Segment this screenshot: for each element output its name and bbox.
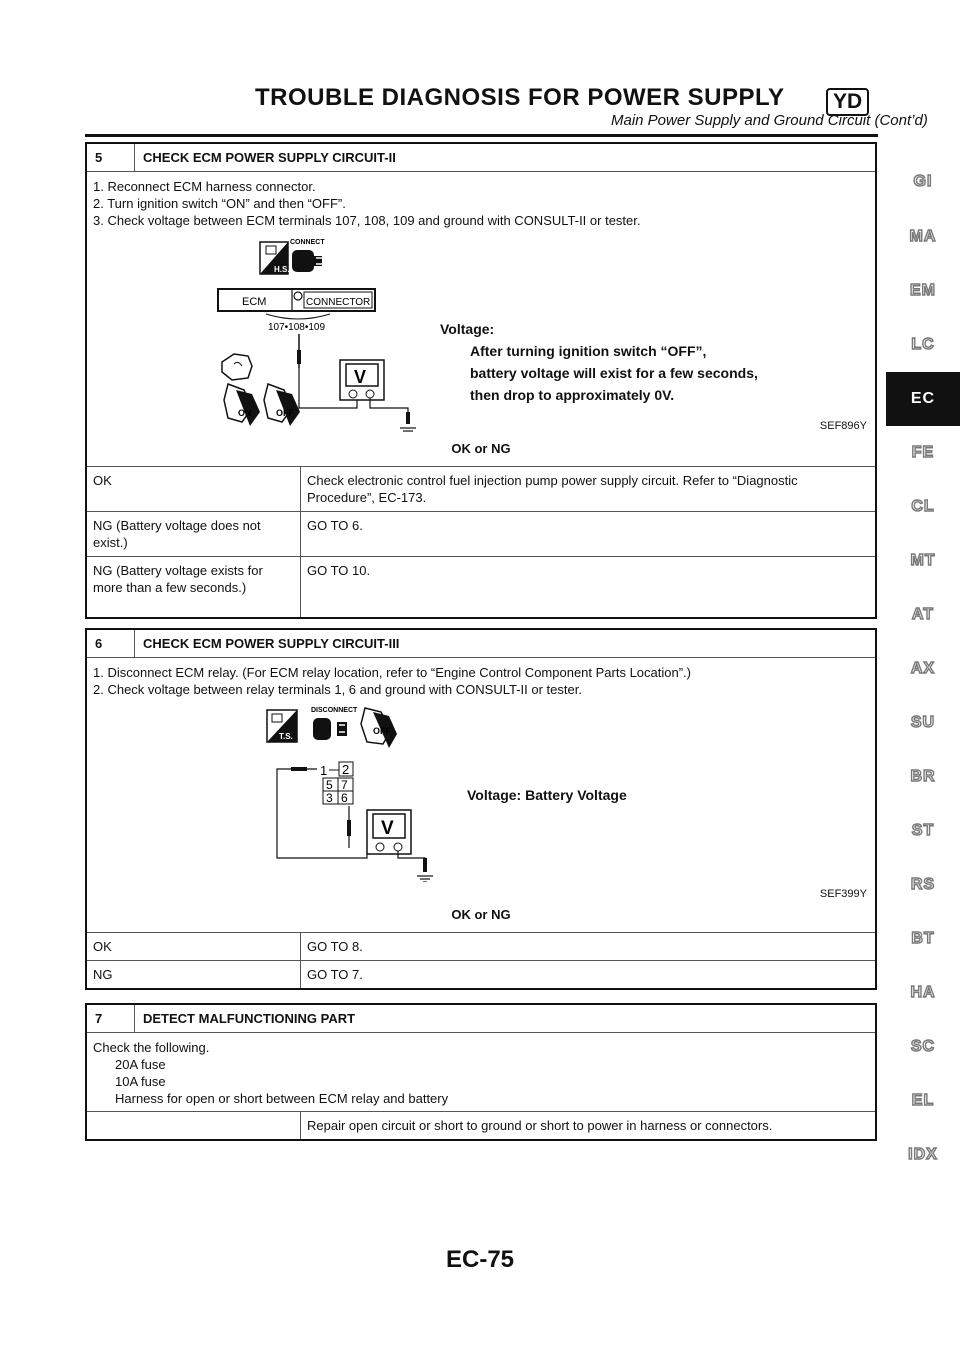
terminals-label: 107•108•109 (268, 322, 326, 333)
model-badge: YD (826, 88, 869, 116)
step7-body (87, 1033, 875, 1112)
header-rule (85, 134, 878, 137)
tab-el[interactable]: EL (911, 1092, 935, 1109)
pin-label: 6 (341, 791, 348, 805)
step7-title-row (87, 1005, 875, 1033)
tab-gi[interactable]: GI (913, 173, 933, 190)
result-condition: OK (87, 933, 301, 960)
step5-body (87, 172, 875, 467)
ignition-on-icon (224, 384, 260, 426)
ecm-connector (218, 289, 375, 311)
step5-instruction: 1. Reconnect ECM harness connector. (93, 179, 316, 194)
tab-cl[interactable]: CL (911, 498, 935, 515)
meter-label: V (354, 367, 367, 387)
check-item: 20A fuse (115, 1057, 166, 1072)
engine-icon (222, 354, 252, 380)
on-label: ON (238, 408, 252, 418)
voltage-line: then drop to approximately 0V. (470, 387, 675, 403)
result-condition: OK (87, 467, 301, 511)
result-row (87, 467, 875, 512)
step6-body (87, 658, 875, 933)
ignition-off-icon (361, 708, 397, 748)
step6-box (85, 628, 877, 990)
ts-label: T.S. (279, 732, 293, 741)
tab-idx[interactable]: IDX (908, 1146, 938, 1163)
step5-instruction: 2. Turn ignition switch “ON” and then “OFF”. (93, 196, 346, 211)
check-item: 10A fuse (115, 1074, 166, 1089)
step6-title-row (87, 630, 875, 658)
tab-rs[interactable]: RS (910, 876, 936, 893)
tab-ax[interactable]: AX (910, 660, 936, 677)
result-action: GO TO 6. (307, 518, 363, 533)
tab-st[interactable]: ST (911, 822, 935, 839)
result-action: Check electronic control fuel injection pump power supply circuit. Refer to “Diagnostic Procedure”, EC-173. (307, 473, 798, 505)
relay-connector (320, 762, 353, 805)
tab-br[interactable]: BR (910, 768, 936, 785)
result-row (87, 961, 875, 988)
pin-label: 2 (342, 762, 350, 777)
hs-label: H.S. (274, 265, 290, 274)
step6-voltage-spec: Voltage: Battery Voltage (467, 787, 627, 803)
tab-at[interactable]: AT (911, 606, 935, 623)
result-action: GO TO 7. (307, 967, 363, 982)
result-row (87, 1112, 875, 1139)
result-row (87, 512, 875, 557)
pin-label: 3 (326, 791, 333, 805)
pin-label: 1 (320, 763, 328, 778)
voltage-label: Voltage: (440, 321, 495, 337)
ecm-label: ECM (242, 296, 267, 308)
result-action: GO TO 8. (307, 939, 363, 954)
check-item: Harness for open or short between ECM relay and battery (115, 1091, 449, 1106)
meter-label: V (381, 818, 394, 839)
step5-box (85, 142, 877, 619)
step5-instruction: 3. Check voltage between ECM terminals 107, 108, 109 and ground with CONSULT-II or tester. (93, 213, 641, 228)
off-label: OFF (276, 408, 294, 418)
step5-number: 5 (87, 144, 135, 171)
tab-ma[interactable]: MA (909, 228, 937, 245)
result-action: GO TO 10. (307, 563, 371, 578)
disconnect-label: DISCONNECT (311, 707, 358, 714)
step5-title-row (87, 144, 875, 172)
result-condition: NG (Battery voltage exists for more than a few seconds.) (87, 557, 301, 617)
figure-code: SEF896Y (819, 420, 867, 432)
step6-instruction: 2. Check voltage between relay terminals 1, 6 and ground with CONSULT-II or tester. (93, 682, 582, 697)
step6-title: CHECK ECM POWER SUPPLY CIRCUIT-III (143, 636, 400, 651)
result-action: Repair open circuit or short to ground or short to power in harness or connectors. (307, 1118, 773, 1133)
step6-instruction: 1. Disconnect ECM relay. (For ECM relay location, refer to “Engine Control Component Parts Location”.) (93, 665, 691, 680)
tab-lc[interactable]: LC (911, 336, 935, 353)
step5-voltage-spec (440, 318, 758, 406)
off-label: OFF (373, 726, 391, 736)
result-condition: NG (87, 961, 301, 988)
page-number: EC-75 (445, 1246, 515, 1273)
connect-label: CONNECT (290, 239, 325, 246)
voltmeter-icon (340, 360, 384, 400)
hs-icon (260, 242, 290, 274)
tab-sc[interactable]: SC (910, 1038, 936, 1055)
section-subtitle: Main Power Supply and Ground Circuit (Cont’d) (611, 112, 928, 129)
connector-label: CONNECTOR (306, 297, 371, 308)
step7-intro: Check the following. (93, 1040, 210, 1055)
step7-title: DETECT MALFUNCTIONING PART (143, 1011, 356, 1026)
voltage-line: battery voltage will exist for a few seconds, (470, 365, 758, 381)
step5-title: CHECK ECM POWER SUPPLY CIRCUIT-II (143, 150, 396, 165)
pin-label: 7 (341, 778, 348, 792)
voltmeter-icon (367, 810, 411, 854)
step7-box (85, 1003, 877, 1141)
tab-mt[interactable]: MT (910, 552, 936, 569)
ts-icon (267, 710, 297, 742)
ignition-off-icon (264, 384, 300, 426)
pin-label: 5 (326, 778, 333, 792)
result-row (87, 557, 875, 617)
tab-em[interactable]: EM (910, 282, 936, 299)
tab-su[interactable]: SU (910, 714, 936, 731)
step6-number: 6 (87, 630, 135, 657)
tab-fe[interactable]: FE (911, 444, 935, 461)
step7-number: 7 (87, 1005, 135, 1032)
tab-ha[interactable]: HA (910, 984, 936, 1001)
tab-ec[interactable]: EC (886, 372, 960, 426)
disconnect-icon (311, 707, 358, 740)
tab-bt[interactable]: BT (911, 930, 935, 947)
result-condition (87, 1112, 301, 1139)
connect-icon (290, 239, 325, 272)
result-condition: NG (Battery voltage does not exist.) (87, 512, 301, 556)
result-row (87, 933, 875, 961)
ok-or-ng: OK or NG (451, 441, 511, 456)
voltage-line: After turning ignition switch “OFF”, (470, 343, 707, 359)
figure-code: SEF399Y (819, 888, 867, 900)
ok-or-ng: OK or NG (451, 907, 511, 922)
section-title: TROUBLE DIAGNOSIS FOR POWER SUPPLY (255, 84, 785, 111)
